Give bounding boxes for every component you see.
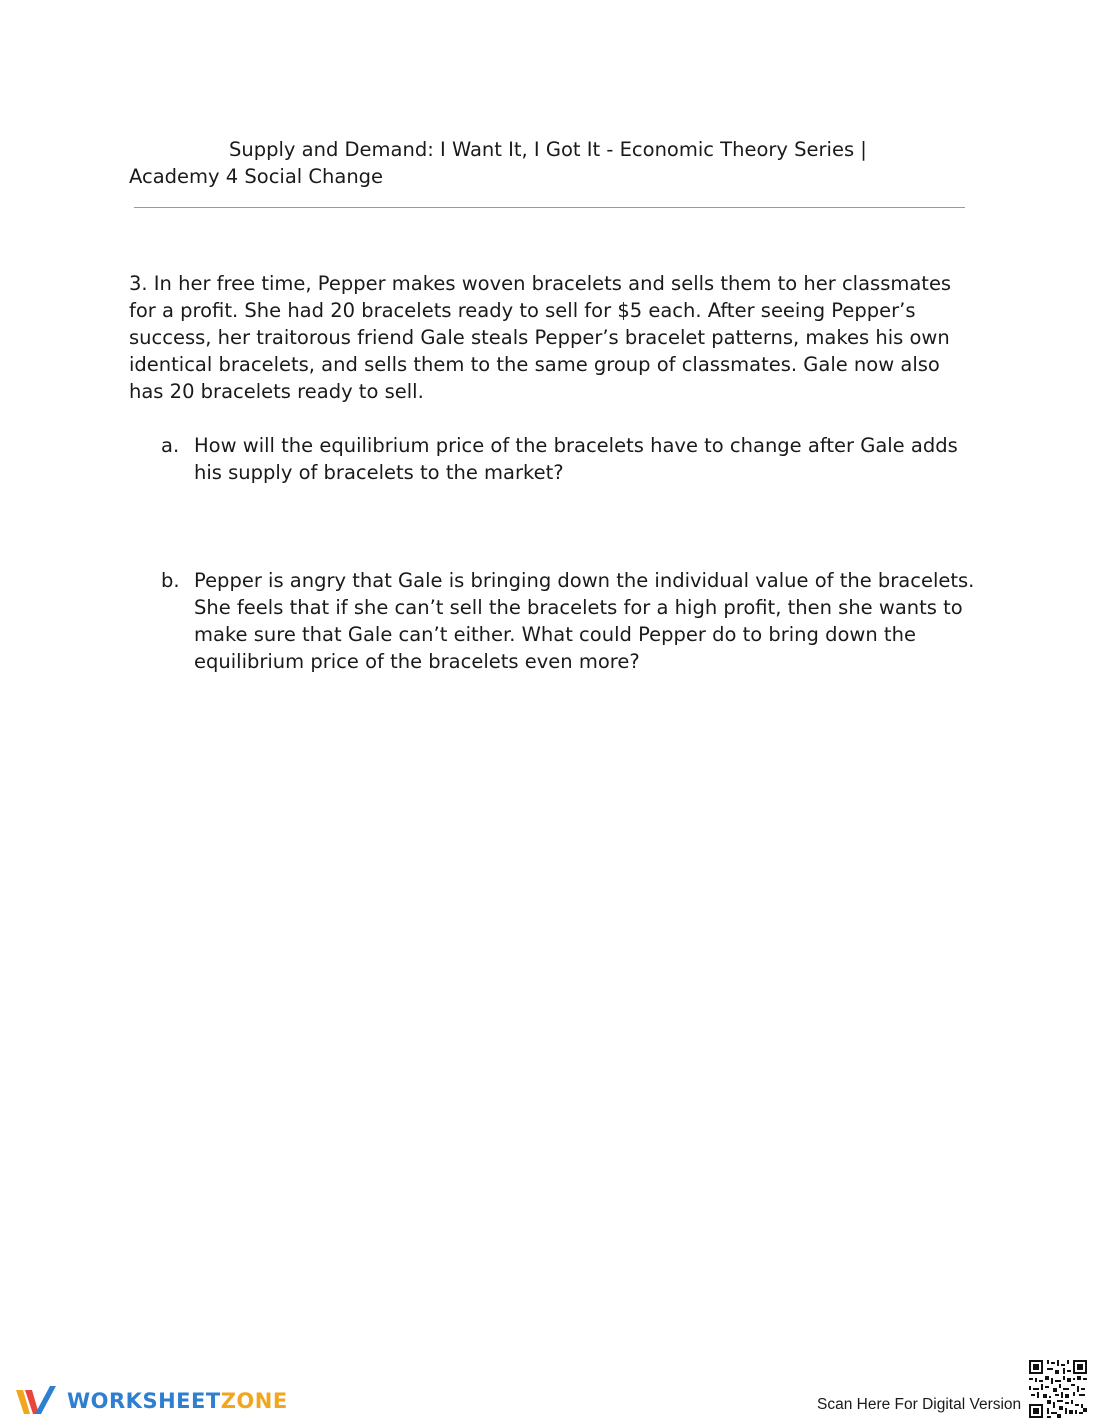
part-b-marker: b. [161,569,180,592]
part-b-text: Pepper is angry that Gale is bringing down the individual value of the bracelets. She feels that if she can’t sell the bracelets for a high profit, then she wants to make sure that Gale can’t either. What could Pepper do to bring down the equilibrium price of the bracelets even more? [194,569,975,673]
scan-label: Scan Here For Digital Version [817,1396,1022,1413]
question-3-text: 3. In her free time, Pepper makes woven bracelets and sells them to her classmates for a profit. She had 20 bracelets ready to sell for $5 each. After seeing Pepper’s success, her traitorous friend Gale steals Pepper’s bracelet patterns, makes his own identical bracelets, and sells them to the same group of classmates. Gale now also has 20 bracelets ready to sell. [129,272,952,403]
logo-wordmark [67,1389,288,1413]
header-divider [134,207,965,208]
worksheetzone-logo[interactable] [15,1383,288,1419]
logo-word-zone: ZONE [220,1389,288,1413]
logo-word-worksheet: WORKSHEET [67,1389,221,1413]
part-a-text: How will the equilibrium price of the bracelets have to change after Gale adds his supply of bracelets to the market? [194,434,958,484]
part-a-marker: a. [161,434,180,457]
document-title: Supply and Demand: I Want It, I Got It - Economic Theory Series | Academy 4 Social Change [129,138,867,188]
question-part-b [161,567,981,675]
worksheetzone-logo-icon [15,1384,59,1418]
question-part-a [161,432,981,486]
qr-code-icon[interactable] [1029,1360,1087,1418]
